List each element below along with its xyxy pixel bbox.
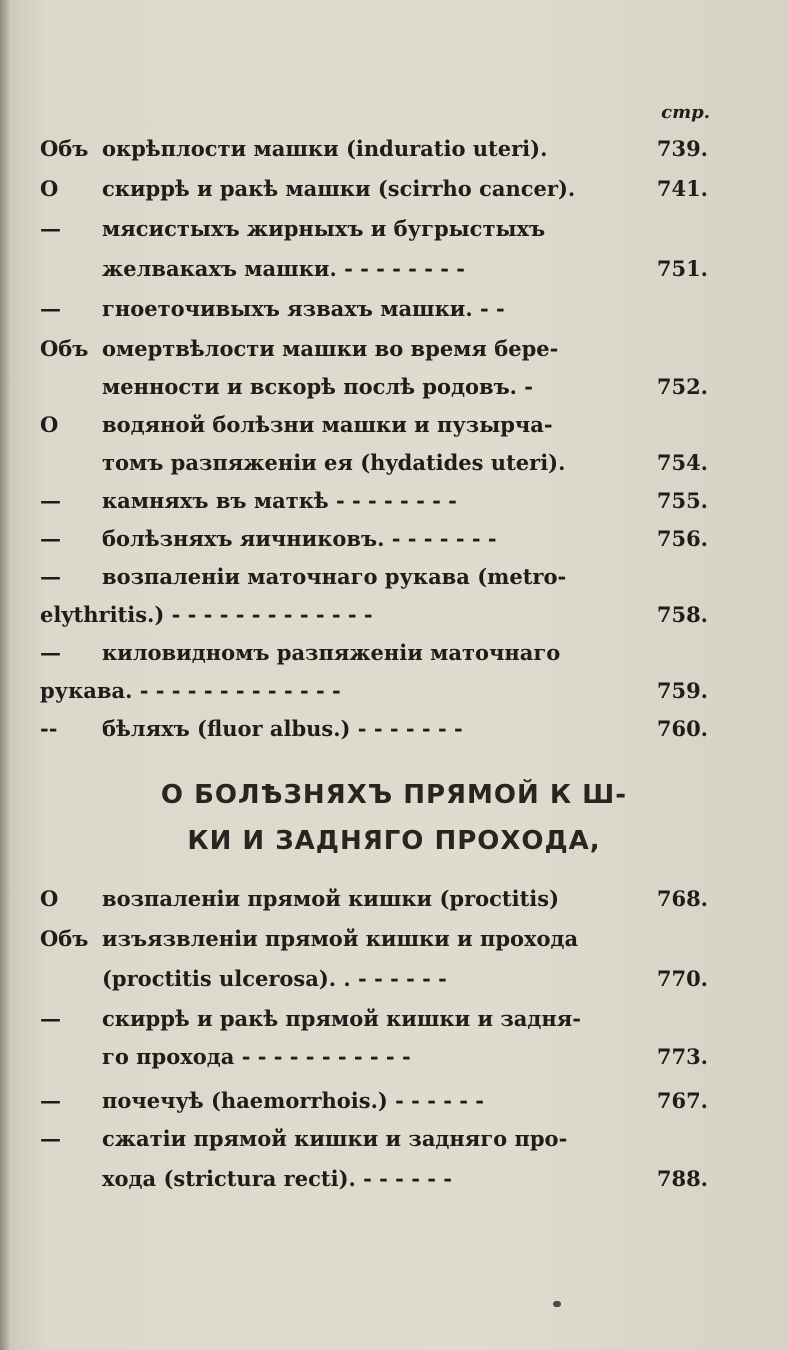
entry-text: омертвѣлости машки во время бере- [102, 336, 559, 361]
toc-entry [0, 488, 788, 518]
entry-prefix: — [40, 488, 61, 513]
toc-entry [0, 176, 788, 206]
toc-entry [0, 296, 788, 326]
entry-text: (proctitis ulcerosa). . - - - - - - [102, 966, 447, 991]
toc-entry [0, 450, 788, 480]
toc-entry [0, 602, 788, 632]
toc-entry [0, 926, 788, 956]
entry-page: 758. [656, 602, 708, 627]
ink-speck [553, 1301, 561, 1307]
entry-text: скиррѣ и ракѣ прямой кишки и задня- [102, 1006, 581, 1031]
entry-text: хода (strictura recti). - - - - - - [102, 1166, 452, 1191]
entry-text: изъязвленіи прямой кишки и прохода [102, 926, 579, 951]
toc-entry [0, 1006, 788, 1036]
entry-prefix: — [40, 526, 61, 551]
entry-page: 739. [656, 136, 708, 161]
entry-page: 755. [656, 488, 708, 513]
toc-entry [0, 886, 788, 916]
entry-prefix: — [40, 1126, 61, 1151]
entry-prefix: О [40, 886, 59, 911]
entry-text: окрѣплости машки (induratio uteri). [102, 136, 548, 161]
entry-prefix: — [40, 1006, 61, 1031]
entry-text: болѣзняхъ яичниковъ. - - - - - - - [102, 526, 497, 551]
entry-page: 788. [656, 1166, 708, 1191]
toc-entry [0, 136, 788, 166]
entry-prefix: Объ [40, 336, 89, 361]
toc-entry [0, 716, 788, 746]
entry-prefix: — [40, 1088, 61, 1113]
toc-entry [0, 412, 788, 442]
toc-entry [0, 678, 788, 708]
entry-text: водяной болѣзни машки и пузырча- [102, 412, 553, 437]
entry-text: го прохода - - - - - - - - - - - [102, 1044, 411, 1069]
entry-prefix: — [40, 564, 61, 589]
entry-prefix: Объ [40, 136, 89, 161]
entry-page: 767. [656, 1088, 708, 1113]
entry-page: 751. [656, 256, 708, 281]
toc-entry [0, 336, 788, 366]
entry-text: почечуѣ (haemorrhois.) - - - - - - [102, 1088, 485, 1113]
entry-page: 759. [656, 678, 708, 703]
toc-entry [0, 1088, 788, 1118]
entry-text: сжатіи прямой кишки и задняго про- [102, 1126, 568, 1151]
entry-page: 756. [656, 526, 708, 551]
entry-prefix: — [40, 640, 61, 665]
toc-entry [0, 1126, 788, 1156]
entry-page: 770. [656, 966, 708, 991]
entry-prefix: Объ [40, 926, 89, 951]
toc-entry [0, 256, 788, 286]
entry-page: 741. [656, 176, 708, 201]
entry-prefix: О [40, 412, 59, 437]
page-column-header: стр. [661, 102, 710, 123]
entry-page: 760. [656, 716, 708, 741]
entry-text: камняхъ въ маткѣ - - - - - - - - [102, 488, 457, 513]
entry-prefix: — [40, 296, 61, 321]
entry-text: elythritis.) - - - - - - - - - - - - - [40, 602, 373, 627]
entry-page: 752. [656, 374, 708, 399]
toc-entry [0, 216, 788, 246]
entry-text: киловидномъ разпяженіи маточнаго [102, 640, 561, 665]
entry-text: мясистыхъ жирныхъ и бугрыстыхъ [102, 216, 546, 241]
entry-prefix: О [40, 176, 59, 201]
toc-entry [0, 1044, 788, 1074]
toc-entry [0, 374, 788, 404]
toc-entry [0, 526, 788, 556]
entry-text: рукава. - - - - - - - - - - - - - [40, 678, 341, 703]
entry-text: менности и вскорѣ послѣ родовъ. - [102, 374, 534, 399]
toc-entry [0, 1166, 788, 1196]
entry-page: 768. [656, 886, 708, 911]
section-title-line2: КИ И ЗАДНЯГО ПРОХОДА, [187, 826, 601, 856]
entry-text: бѣляхъ (fluor albus.) - - - - - - - [102, 716, 463, 741]
entry-prefix: — [40, 216, 61, 241]
entry-page: 773. [656, 1044, 708, 1069]
toc-entry [0, 640, 788, 670]
entry-text: возпаленіи прямой кишки (proctitis) [102, 886, 560, 911]
toc-entry [0, 966, 788, 996]
entry-text: томъ разпяженіи ея (hydatides uteri). [102, 450, 566, 475]
toc-entry [0, 564, 788, 594]
entry-page: 754. [656, 450, 708, 475]
entry-text: гноеточивыхъ язвахъ машки. - - [102, 296, 505, 321]
entry-text: возпаленіи маточнаго рукава (metro- [102, 564, 567, 589]
section-title-line1: О БОЛѢЗНЯХЪ ПРЯМОЙ К Ш- [160, 780, 628, 810]
entry-prefix: -- [40, 716, 58, 741]
entry-text: желвакахъ машки. - - - - - - - - [102, 256, 465, 281]
entry-text: скиррѣ и ракѣ машки (scirrho cancer). [102, 176, 576, 201]
